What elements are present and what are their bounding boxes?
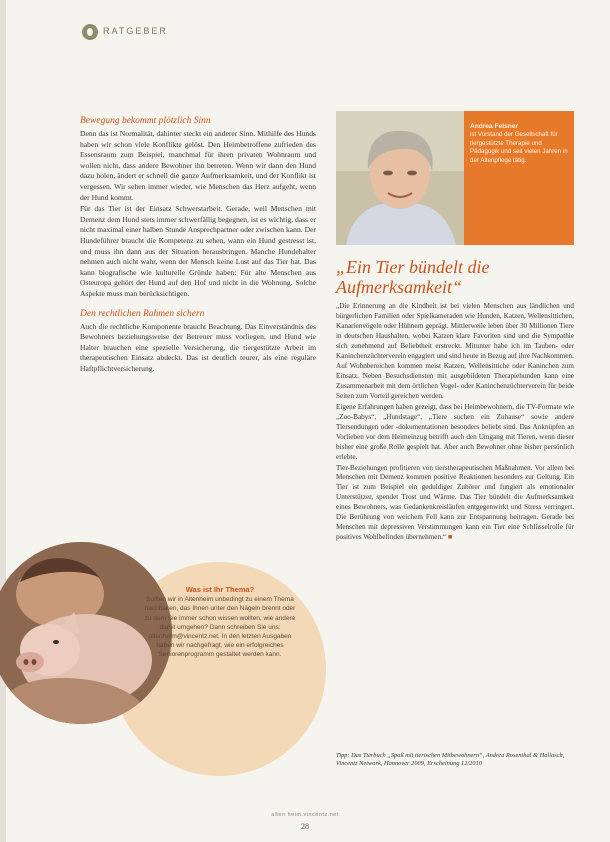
- subhead-rechtlich: Den rechtlichen Rahmen sichern: [80, 308, 205, 319]
- source-note: Tipp: Das Tierbuch „Spaß mit tierischen Mitbewohnern“, Andrea Rosenthal & Hallasch, Vincentz Network, Hannover 2009, Erscheinung 12/2010: [336, 752, 565, 768]
- quote-headline: „Ein Tier bündelt die Aufmerksamkeit“: [336, 257, 490, 297]
- portrait-box: [336, 111, 574, 245]
- page-spine: [0, 0, 6, 842]
- callout-text-block: [142, 585, 298, 660]
- portrait-photo: [336, 111, 464, 245]
- subhead-bewegung: Bewegung bekommt plötzlich Sinn: [80, 116, 211, 126]
- left-paragraph-3: Auch die rechtliche Komponente braucht Beachtung. Das Einverständnis des Bewohners beziehungsweise der Betreuer muss vorliegen, und Hund wie Halter brauchen eine spezielle Versicherung, die tiergestützte Arbeit im therapeutischen Einsatz abdeckt. Das ist deutlich teurer, als eine reguläre Haftpflichtversicherung.: [80, 321, 316, 373]
- callout-title: Was ist Ihr Thema?: [185, 585, 255, 594]
- left-paragraph-1: Denn das ist Normalität, dahinter steckt ein anderer Sinn. Mithilfe des Hunds haben wir schon viele Konflikte gelöst. Den Heimbetroffene zufrieden des Essensraum zum Beispiel, manchmal für ihren privaten Wohnraum und wollen nicht, dass andere Bewohner ihn betreten. Wenn wir dann den Hund dazu holen, ändert er schnell die ganze Aufmerksamkeit, und der Konflikt ist vergessen. Wir sehen immer wieder, wie Menschen das Herz aufgeht, wenn der Hund kommt.: [80, 129, 316, 202]
- section-label: RATGEBER: [103, 26, 168, 36]
- portrait-name: Andrea Felsner: [470, 123, 519, 130]
- end-mark-icon: ■: [447, 532, 453, 541]
- left-column: [80, 115, 316, 375]
- page-number: 28: [301, 822, 309, 831]
- right-paragraph-2: Auf Wohnbereichen kommen meist Katzen, Wellensittiche oder Kaninchen zum Einsatz. Neben Besuchsdiensten mit ausgebildeten Therapiehunden kann eine Zusammenarbeit mit dem örtlichen Vogel- oder Kaninchenzüchterverein für beide Seiten zum Vorteil gereichen werden.: [336, 362, 574, 401]
- portrait-description: ist Vorstand der Gesellschaft für tiergestützte Therapie und Pädagogik und seit vielen Jahren in der Altenpflege tätig.: [470, 131, 568, 164]
- portrait-caption: [470, 123, 570, 165]
- right-paragraph-4: [336, 464, 574, 543]
- left-paragraph-2: Für das Tier ist der Einsatz Schwerstarbeit. Gerade, weil Menschen mit Demenz dem Hund stets immer schwerfällig begegnen, ist es wichtig, dass er nicht maximal einer halben Stunde Ansprechpartner oder zwischen kann. Der Hundeführer braucht die Kompetenz zu sehen, wann ein Hund gestresst ist, und muss ihn dann aus der Situation herausbringen. Manche Hundehalter nehmen auch nicht wahr, wenn der Mensch keine Lust auf das Tier hat. Das kann biografische wie kulturelle Gründe haben: Für alte Menschen aus Osteuropa gehört der Hund auf den Hof und nicht in die Wohnung. Solche Aspekte muss man berücksichtigen.: [80, 204, 316, 298]
- right-paragraph-3: Eigene Erfahrungen haben gezeigt, dass bei Heimbewohnern, die TV-Formate wie „Zoo-Babys“, „Hundstage“, „Tiere suchen ein Zuhause“ sowie andere Tiersendungen oder -dokumentationen besonders beliebt sind. Das Anknüpfen an Vorlieben vor dem Heimeinzug betrifft auch den Umgang mit Tieren, wenn dieser bisher eine große Rolle gespielt hat. Aber auch Bewohner ohne bisher persönlich erlebte.: [336, 403, 574, 461]
- section-badge-icon: [82, 24, 98, 40]
- callout-body: Sollten wir in Altenheim unbedingt zu einem Thema nachhaken, das Ihnen unter den Nägeln brennt oder zu dem Sie immer schon wissen wollten, wie andere damit umgehen? Dann schreiben Sie uns: altenheim@vincentz.net. In den letzten Ausgaben haben wir nachgefragt, wie ein erfolgreiches Seniorenprogramm gestaltet werden kann.: [144, 596, 296, 659]
- right-paragraph-1: „Die Erinnerung an die Kindheit ist bei vielen Menschen aus ländlichen und bürgerlichen Familien oder Spielkameraden wie Hunden, Katzen, Wellensittichen, Kanarienvögeln oder Hühnern geprägt. Mittlerweile leben über 30 Millionen Tiere in deutschen Haushalten, wobei Katzen klare Favoriten sind und die Sympathie sich zunehmend auf Beliebtheit erstreckt. Mitunter habe ich im Tauben- oder Kaninchenzüchterverein engagiert und sind heute in Bezug auf ihre Nachkommen.: [336, 302, 574, 360]
- right-paragraph-4-text: Tier-Beziehungen profitieren von tierstherapeutischen Maßnahmen. Vor allem bei Menschen mit Demenz kommen positive Reaktionen besonders zur Geltung. Ein Tier ist zum Beispiel ein geduldiger Zuhörer und fungiert als emotionaler Unterstützer, spendet Trost und Wärme. Das Tier bündelt die Aufmerksamkeit eines Bewohners, was Gedankenkreisläufen entgegenwirkt und Stress verringert. Die Berührung von weichem Fell kann zur Entspannung beitragen. Gerade bei Menschen mit depressiven Verstimmungen kann ein Tier eine Schlüsselrolle für positives Wohlbefinden übernehmen.“: [336, 463, 574, 541]
- right-column: [336, 302, 574, 544]
- footer-url: alten heim.vincentz.net: [271, 812, 339, 818]
